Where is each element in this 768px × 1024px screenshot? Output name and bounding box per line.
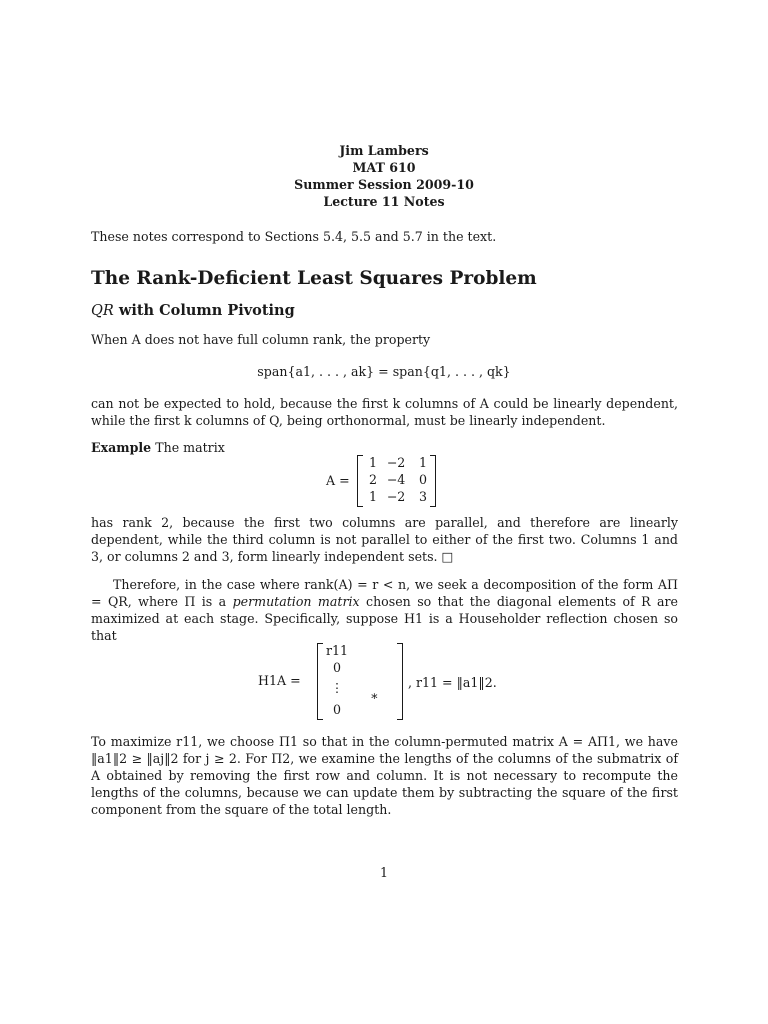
subsection-qr: QR bbox=[91, 303, 114, 319]
section-title: The Rank-Deficient Least Squares Problem bbox=[91, 268, 537, 289]
h1a-column-entry: 0 bbox=[332, 702, 341, 717]
matrix-a-cell: −4 bbox=[386, 472, 406, 487]
subsection-title bbox=[91, 302, 295, 319]
page-number: 1 bbox=[379, 865, 388, 880]
h1a-column-entry: r11 bbox=[325, 643, 349, 658]
h1a-column-entry: 0 bbox=[332, 660, 341, 675]
matrix-a-cell: 3 bbox=[418, 489, 427, 504]
subsection-rest: with Column Pivoting bbox=[113, 302, 295, 319]
h1a-rhs: , r11 = ‖a1‖2. bbox=[408, 675, 497, 690]
paragraph-4-b: chosen so that the diagonal elements of R are maximized at each stage. Specifically, suppose H1 is a Householder reflection chosen so that bbox=[91, 594, 678, 643]
equation-span: span{a1, . . . , ak} = span{q1, . . . , qk} bbox=[257, 364, 511, 379]
matrix-a-cell: 1 bbox=[368, 455, 377, 470]
session-line: Summer Session 2009-10 bbox=[294, 177, 474, 192]
matrix-a-cell: 0 bbox=[418, 472, 427, 487]
matrix-a-cell: −2 bbox=[386, 489, 406, 504]
intro-paragraph: These notes correspond to Sections 5.4, 5.5 and 5.7 in the text. bbox=[91, 229, 497, 244]
paragraph-3: has rank 2, because the first two columns are parallel, and therefore are linearly dependent, while the third column is not parallel to either of the first two. Columns 1 and 3, or columns 2 and 3, form linearly independent sets. □ bbox=[91, 515, 678, 564]
matrix-a-cell: 2 bbox=[368, 472, 377, 487]
h1a-lhs: H1A = bbox=[258, 673, 301, 688]
course-line: MAT 610 bbox=[352, 160, 416, 175]
example-label: Example bbox=[91, 440, 152, 455]
h1a-star: ∗ bbox=[370, 688, 379, 703]
paragraph-4 bbox=[91, 576, 678, 644]
example-intro bbox=[91, 439, 678, 456]
lecture-line: Lecture 11 Notes bbox=[323, 194, 445, 209]
h1a-right-bracket bbox=[397, 643, 403, 720]
example-text: The matrix bbox=[151, 440, 225, 455]
matrix-a-cell: 1 bbox=[418, 455, 427, 470]
paragraph-4-emphasis: permutation matrix bbox=[232, 594, 360, 609]
matrix-a-cell: 1 bbox=[368, 489, 377, 504]
matrix-a-cell: −2 bbox=[386, 455, 406, 470]
paragraph-4-a: Therefore, in the case where rank(A) = r < n, we seek a decomposition of the form AΠ = QR, where Π is a bbox=[91, 577, 678, 609]
paragraph-5: To maximize r11, we choose Π1 so that in the column-permuted matrix A = AΠ1, we have ‖a1‖2 ≥ ‖aj‖2 for j ≥ 2. For Π2, we examine the lengths of the columns of the submatrix of A obtained by removing the first row and column. It is not necessary to recompute the lengths of the columns, because we can update them by subtracting the square of the first component from the square of the total length. bbox=[91, 734, 678, 817]
paragraph-2: can not be expected to hold, because the first k columns of A could be linearly dependent, while the first k columns of Q, being orthonormal, must be linearly independent. bbox=[91, 396, 678, 428]
matrix-a-lhs: A = bbox=[326, 473, 350, 488]
h1a-column-entry: ⋮ bbox=[330, 680, 344, 695]
author-line: Jim Lambers bbox=[339, 143, 429, 158]
paragraph-1: When A does not have full column rank, the property bbox=[91, 332, 431, 347]
